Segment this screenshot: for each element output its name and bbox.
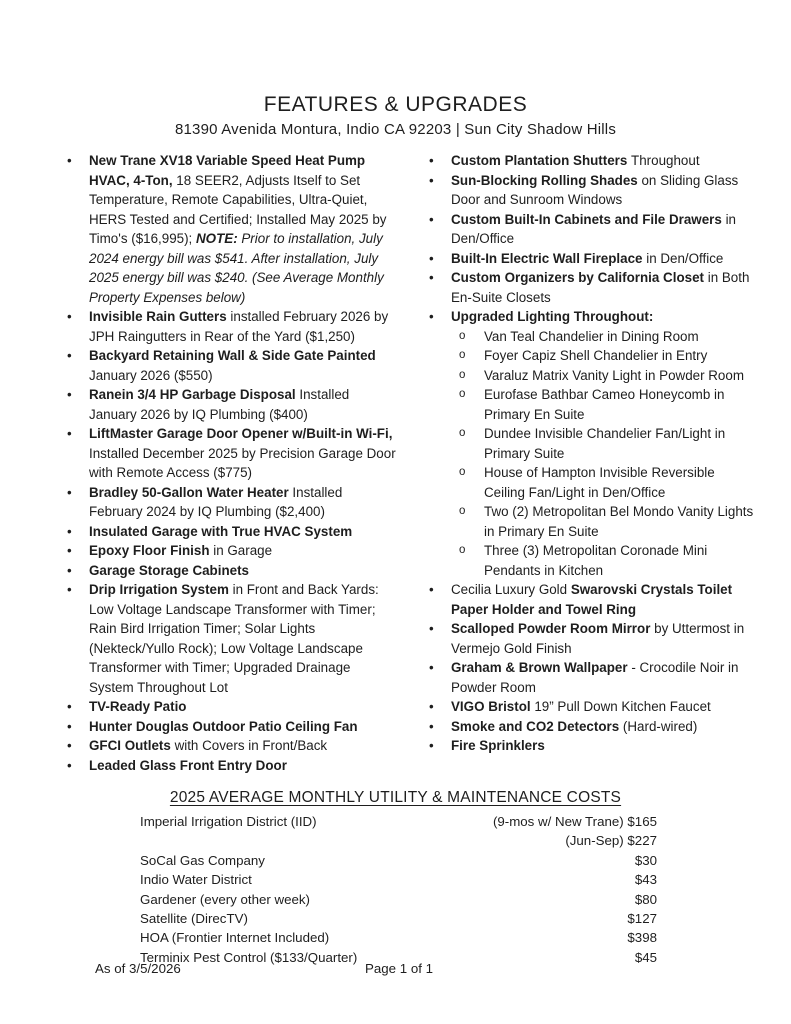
list-item-text: Drip Irrigation System in Front and Back Yards: Low Voltage Landscape Transformer with Timer; Rain Bird Irrigation Timer; Solar Lights (Nekteck/Yullo Rock); Low Voltage Landscape Transformer with Timer; Upgraded Drainage System Throughout Lot xyxy=(89,582,379,695)
list-item-text: Ranein 3/4 HP Garbage Disposal Installed January 2026 by IQ Plumbing ($400) xyxy=(89,387,350,422)
list-item xyxy=(426,580,758,619)
list-item xyxy=(64,424,396,483)
list-item-text: Custom Built-In Cabinets and File Drawers in Den/Office xyxy=(451,211,736,246)
list-item xyxy=(426,736,758,756)
list-item-text: Garage Storage Cabinets xyxy=(89,562,249,578)
cost-row-label: Terminix Pest Control ($133/Quarter) xyxy=(140,949,358,965)
list-item-text: GFCI Outlets with Covers in Front/Back xyxy=(89,738,328,753)
sub-list-item xyxy=(426,502,758,541)
bullet-marker: • xyxy=(67,348,72,363)
sub-list-item xyxy=(426,327,758,347)
cost-row xyxy=(140,928,657,947)
list-item-text: Three (3) Metropolitan Coronade Mini Pendants in Kitchen xyxy=(484,543,708,578)
list-item-text: Van Teal Chandelier in Dining Room xyxy=(484,328,699,344)
cost-row-label: Imperial Irrigation District (IID) xyxy=(140,814,317,829)
bullet-marker: • xyxy=(429,718,434,734)
costs-heading: 2025 AVERAGE MONTHLY UTILITY & MAINTENANCE COSTS xyxy=(169,789,622,806)
list-item-text: Custom Plantation Shutters Throughout xyxy=(451,153,700,168)
cost-row-value: $127 xyxy=(627,911,657,927)
bullet-marker: • xyxy=(67,484,72,500)
list-item-text: VIGO Bristol 19” Pull Down Kitchen Faucet xyxy=(451,699,711,714)
list-item xyxy=(426,619,758,658)
list-item xyxy=(64,541,396,561)
bullet-marker: • xyxy=(67,153,72,168)
list-item-text: House of Hampton Invisible Reversible Ceiling Fan/Light in Den/Office xyxy=(484,465,715,500)
list-item xyxy=(64,346,396,385)
cost-row-value: (9-mos w/ New Trane) $165 xyxy=(492,814,657,829)
list-item-text: Bradley 50-Gallon Water Heater Installed February 2024 by IQ Plumbing ($2,400) xyxy=(89,484,343,519)
bullet-marker: • xyxy=(429,211,434,227)
costs-section xyxy=(0,789,791,967)
circle-bullet-marker: o xyxy=(459,368,466,381)
list-item-text: Epoxy Floor Finish in Garage xyxy=(89,543,273,558)
document-header xyxy=(0,93,791,138)
list-item-text: Graham & Brown Wallpaper - Crocodile Noir in Powder Room xyxy=(451,660,739,695)
circle-bullet-marker: o xyxy=(459,505,466,517)
circle-bullet-marker: o xyxy=(459,388,466,400)
bullet-marker: • xyxy=(429,738,434,753)
list-item xyxy=(426,151,758,171)
bullet-marker: • xyxy=(67,387,72,402)
cost-row xyxy=(140,909,657,928)
list-item xyxy=(64,736,396,756)
list-item-text: Two (2) Metropolitan Bel Mondo Vanity Lights in Primary En Suite xyxy=(484,504,754,539)
page-title: FEATURES & UPGRADES xyxy=(263,93,528,116)
cost-row-label: Satellite (DirecTV) xyxy=(140,911,248,927)
list-item xyxy=(426,697,758,717)
sub-list-item xyxy=(426,385,758,424)
cost-row xyxy=(140,812,657,831)
footer-page-number: Page 1 of 1 xyxy=(365,961,434,976)
cost-row-value: (Jun-Sep) $227 xyxy=(565,833,657,849)
bullet-marker: • xyxy=(429,250,434,266)
list-item xyxy=(426,210,758,249)
list-item-text: Insulated Garage with True HVAC System xyxy=(89,523,353,539)
list-item xyxy=(64,483,396,522)
list-item xyxy=(426,658,758,697)
circle-bullet-marker: o xyxy=(459,349,466,361)
sub-list-item xyxy=(426,541,758,580)
cost-row-value: $30 xyxy=(634,852,657,868)
list-item-text: Leaded Glass Front Entry Door xyxy=(89,757,287,773)
list-item xyxy=(64,307,396,346)
features-columns xyxy=(64,151,758,775)
bullet-marker: • xyxy=(67,426,72,441)
list-item-text: New Trane XV18 Variable Speed Heat Pump HVAC, 4-Ton, 18 SEER2, Adjusts Itself to Set Temperature, Remote Capabilities, Ultra-Quiet, HERS Tested and Certified; Installed May 2025 by Timo's ($16,995); NOTE: Prior to installation, July 2024 energy bill was $541. After installation, July 2025 energy bill was $240. (See Average Monthly Property Expenses below) xyxy=(89,153,387,305)
circle-bullet-marker: o xyxy=(459,329,466,342)
bullet-marker: • xyxy=(67,562,72,578)
list-item xyxy=(426,307,758,327)
list-item-text: Custom Organizers by California Closet in Both En-Suite Closets xyxy=(451,270,750,305)
cost-row-value: $45 xyxy=(634,949,657,965)
list-item-text: LiftMaster Garage Door Opener w/Built-in Wi-Fi, Installed December 2025 by Precision Garage Door with Remote Access ($775) xyxy=(89,426,396,480)
list-item-text: Sun-Blocking Rolling Shades on Sliding Glass Door and Sunroom Windows xyxy=(451,172,739,207)
list-item xyxy=(64,580,396,697)
features-left-column xyxy=(64,151,396,775)
list-item-text: Cecilia Luxury Gold Swarovski Crystals Toilet Paper Holder and Towel Ring xyxy=(451,582,733,617)
bullet-marker: • xyxy=(429,153,434,168)
list-item xyxy=(64,756,396,776)
list-item xyxy=(64,151,396,307)
cost-row xyxy=(140,851,657,870)
circle-bullet-marker: o xyxy=(459,466,466,478)
list-item-text: TV-Ready Patio xyxy=(89,699,187,714)
cost-row xyxy=(140,870,657,889)
list-item-text: Dundee Invisible Chandelier Fan/Light in Primary Suite xyxy=(484,426,726,461)
features-right-column xyxy=(426,151,758,775)
cost-row xyxy=(140,831,657,850)
cost-row-label: Indio Water District xyxy=(140,872,252,888)
circle-bullet-marker: o xyxy=(459,544,466,556)
list-item-text: Foyer Capiz Shell Chandelier in Entry xyxy=(484,348,708,363)
bullet-marker: • xyxy=(67,309,72,324)
list-item xyxy=(426,249,758,269)
bullet-marker: • xyxy=(429,270,434,285)
list-item-text: Hunter Douglas Outdoor Patio Ceiling Fan xyxy=(89,718,358,734)
cost-row-value: $80 xyxy=(634,891,657,907)
list-item xyxy=(64,561,396,581)
list-item xyxy=(64,385,396,424)
sub-list-item xyxy=(426,424,758,463)
circle-bullet-marker: o xyxy=(459,427,466,439)
costs-table xyxy=(140,812,657,967)
bullet-marker: • xyxy=(67,718,72,734)
cost-row-label: SoCal Gas Company xyxy=(140,852,265,868)
bullet-marker: • xyxy=(429,309,434,324)
property-address: 81390 Avenida Montura, Indio CA 92203 | Sun City Shadow Hills xyxy=(174,121,617,138)
cost-row-label: Gardener (every other week) xyxy=(140,891,310,907)
list-item xyxy=(426,171,758,210)
bullet-marker: • xyxy=(67,523,72,539)
list-item-text: Backyard Retaining Wall & Side Gate Painted January 2026 ($550) xyxy=(89,348,376,383)
list-item xyxy=(64,717,396,737)
list-item-text: Built-In Electric Wall Fireplace in Den/Office xyxy=(451,250,724,266)
sub-list-item xyxy=(426,463,758,502)
bullet-marker: • xyxy=(429,660,434,675)
bullet-marker: • xyxy=(429,699,434,714)
bullet-marker: • xyxy=(429,621,434,636)
footer-as-of-date: As of 3/5/2026 xyxy=(95,961,181,976)
list-item xyxy=(64,522,396,542)
bullet-marker: • xyxy=(67,757,72,773)
cost-row-value: $43 xyxy=(634,872,657,888)
sub-list-item xyxy=(426,366,758,386)
list-item-text: Invisible Rain Gutters installed February 2026 by JPH Raingutters in Rear of the Yard ($1,250) xyxy=(89,309,389,344)
cost-row-value: $398 xyxy=(627,930,657,946)
list-item-text: Scalloped Powder Room Mirror by Uttermost in Vermejo Gold Finish xyxy=(451,621,745,656)
sub-list-item xyxy=(426,346,758,366)
list-item-text: Smoke and CO2 Detectors (Hard-wired) xyxy=(451,718,698,734)
list-item xyxy=(426,268,758,307)
list-item xyxy=(64,697,396,717)
list-item-text: Eurofase Bathbar Cameo Honeycomb in Primary En Suite xyxy=(484,387,725,422)
list-item-text: Fire Sprinklers xyxy=(451,738,545,753)
cost-row-label: HOA (Frontier Internet Included) xyxy=(140,930,330,946)
bullet-marker: • xyxy=(67,543,72,558)
bullet-marker: • xyxy=(67,582,72,597)
bullet-marker: • xyxy=(67,699,72,714)
cost-row xyxy=(140,890,657,909)
list-item-text: Varaluz Matrix Vanity Light in Powder Room xyxy=(484,367,744,383)
bullet-marker: • xyxy=(429,582,434,597)
list-item-text: Upgraded Lighting Throughout: xyxy=(451,309,654,324)
list-item xyxy=(426,717,758,737)
bullet-marker: • xyxy=(429,172,434,188)
bullet-marker: • xyxy=(67,738,72,753)
